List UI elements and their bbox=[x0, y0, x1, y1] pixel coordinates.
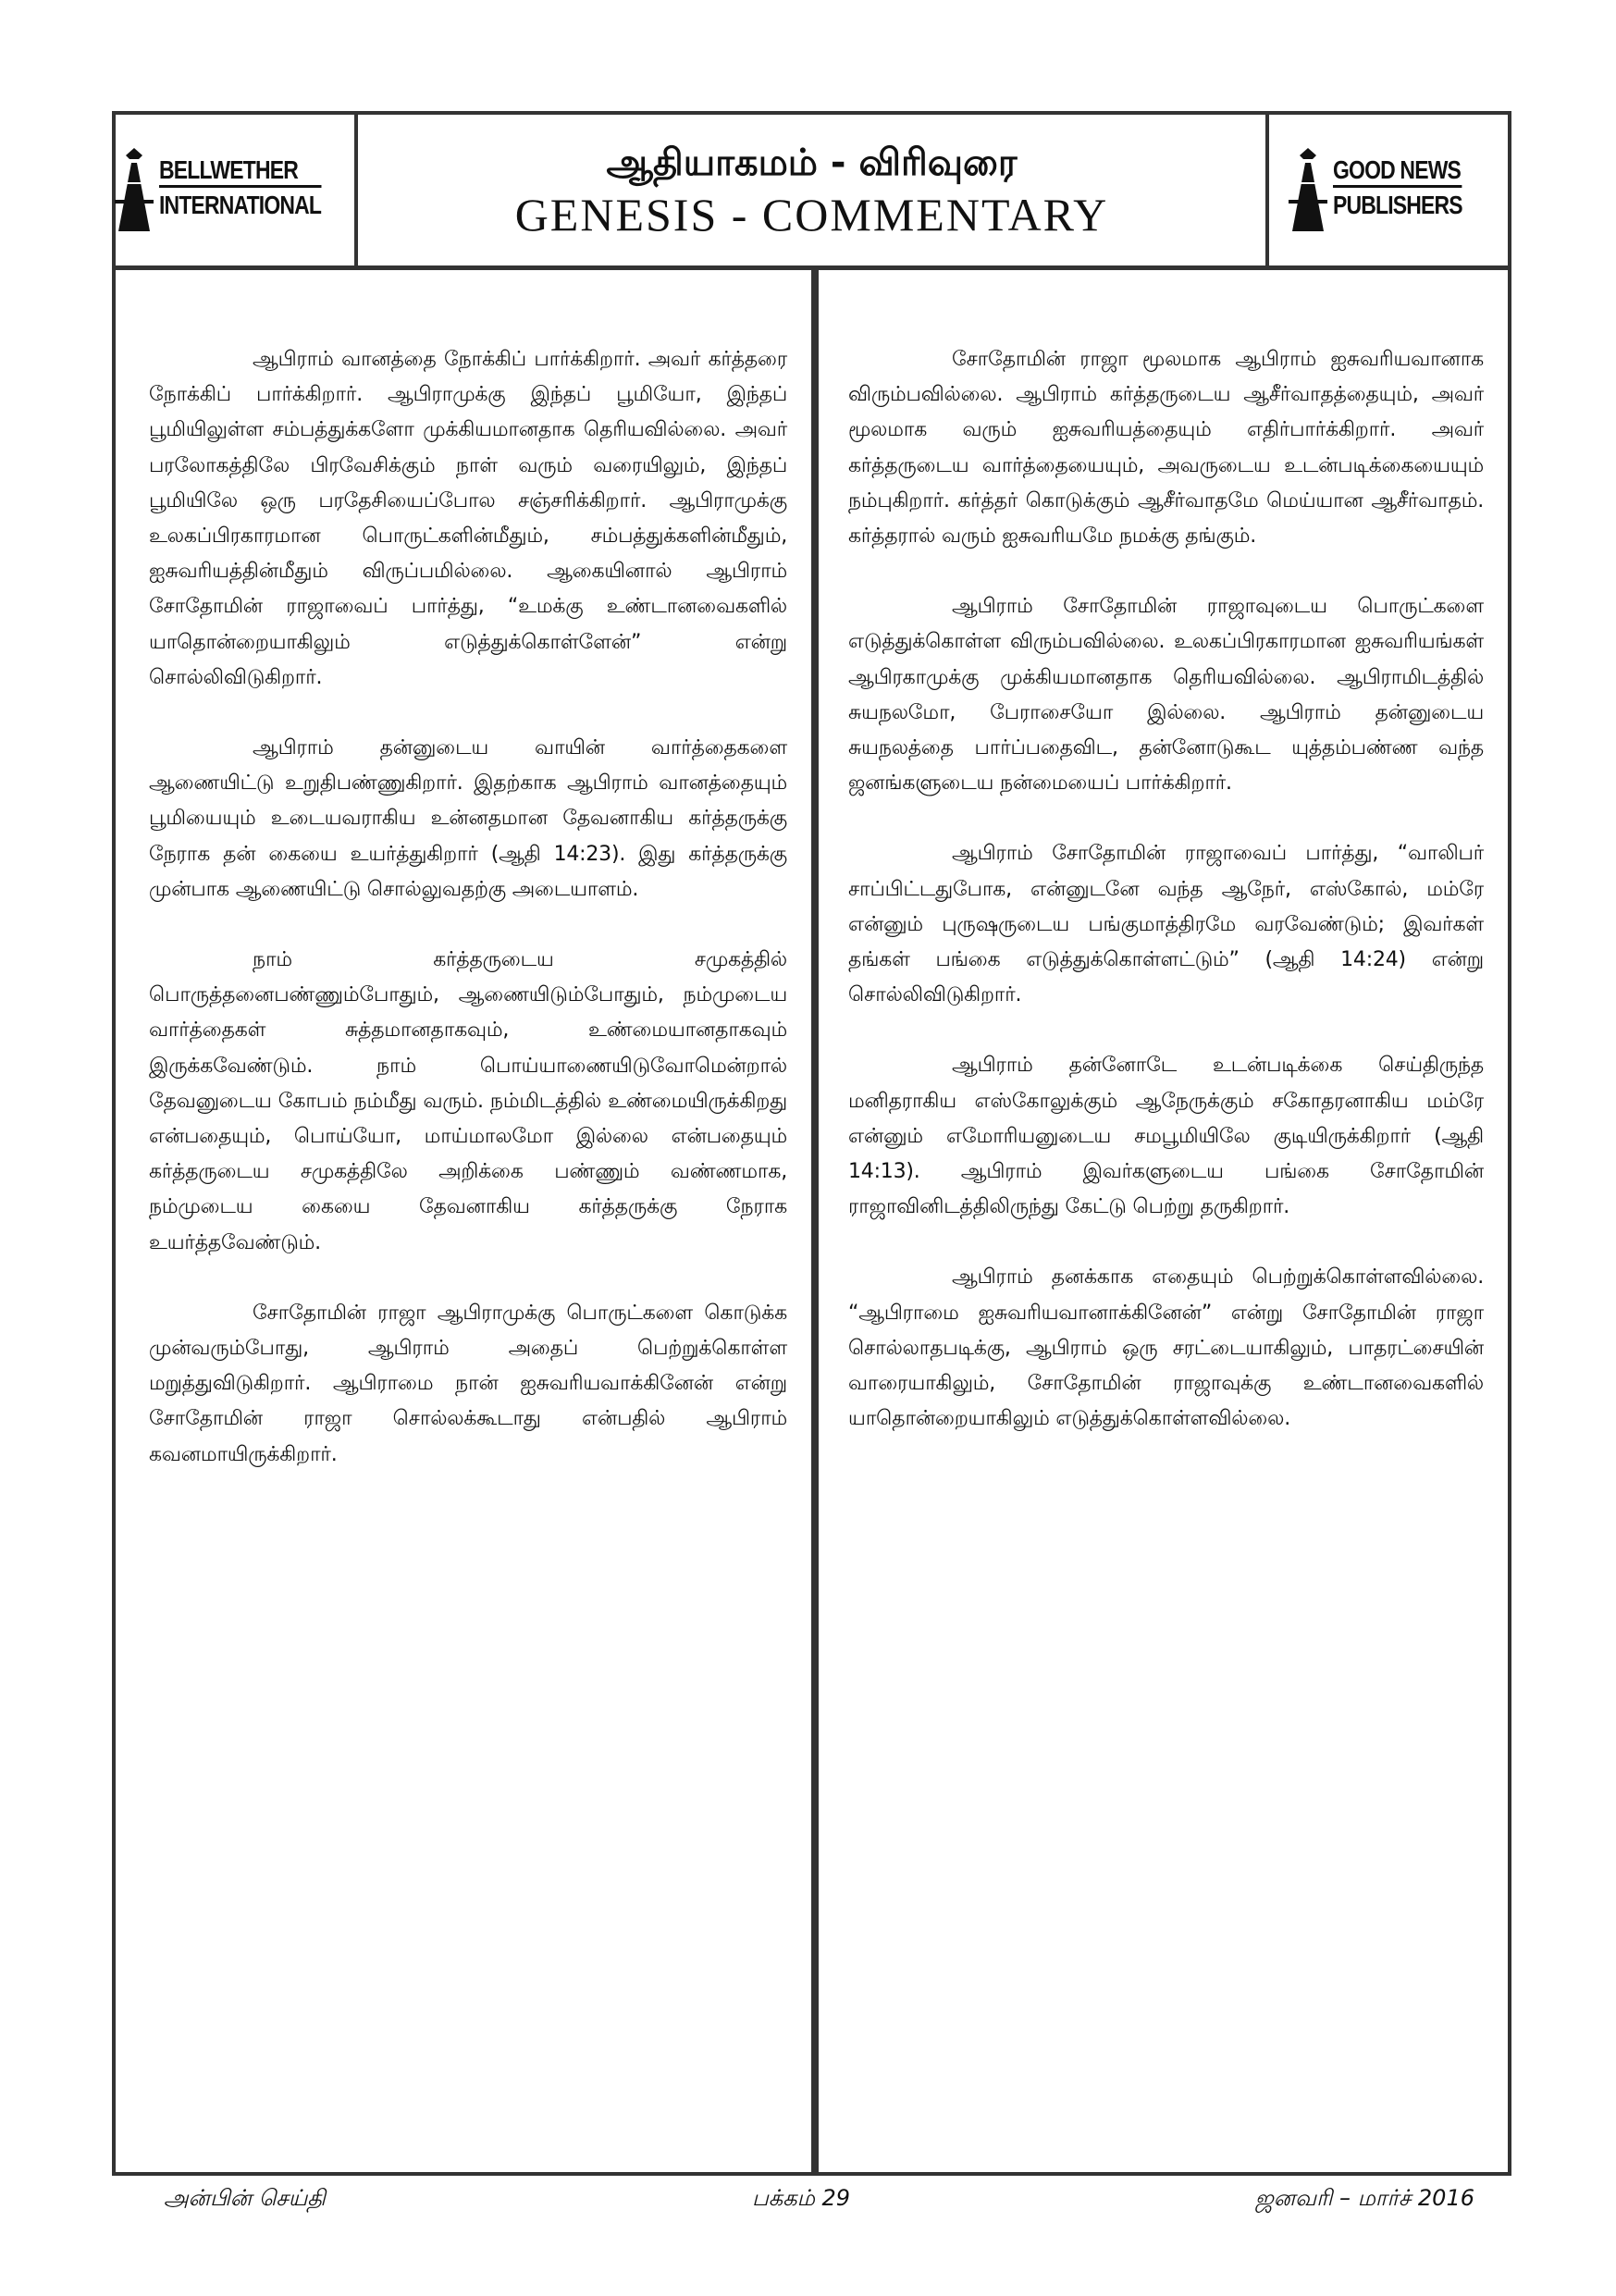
header bbox=[116, 115, 1508, 270]
paragraph: நாம் கர்த்தருடைய சமுகத்தில் பொருத்தனைபண்ணும்போதும், ஆணையிடும்போதும், நம்முடைய வார்த்தைகள் சுத்தமானதாகவும், உண்மையானதாகவும் இருக்கவேண்டும். நாம் பொய்யாணையிடுவோமென்றால் தேவனுடைய கோபம் நம்மீது வரும். நம்மிடத்தில் உண்மையிருக்கிறது என்பதையும், பொய்யோ, மாய்மாலமோ இல்லை என்பதையும் கர்த்தருடைய சமுகத்திலே அறிக்கை பண்ணும் வண்ணமாக, நம்முடைய கையை தேவனாகிய கர்த்தருக்கு நேராக உயர்த்தவேண்டும். bbox=[149, 948, 787, 1254]
bellwether-logo-icon bbox=[113, 146, 155, 235]
bellwether-logo bbox=[116, 115, 358, 265]
footer-page-number: பக்கம் 29 bbox=[752, 2185, 851, 2211]
bellwether-logo-line1: BELLWETHER bbox=[159, 156, 321, 188]
page-frame bbox=[112, 111, 1511, 2176]
title-tamil: ஆதியாகமம் - விரிவுரை bbox=[606, 141, 1018, 184]
good-news-logo-line2: PUBLISHERS bbox=[1332, 191, 1462, 219]
good-news-logo-line1: GOOD NEWS bbox=[1333, 156, 1462, 188]
paragraph: சோதோமின் ராஜா ஆபிராமுக்கு பொருட்களை கொடுக்க முன்வரும்போது, ஆபிராம் அதைப் பெற்றுக்கொள்ள மறுத்துவிடுகிறார். ஆபிராமை நான் ஐசுவரியவாக்கினேன் என்று சோதோமின் ராஜா சொல்லக்கூடாது என்பதில் ஆபிராம் கவனமாயிருக்கிறார். bbox=[149, 1301, 787, 1466]
paragraph: ஆபிராம் சோதோமின் ராஜாவுடைய பொருட்களை எடுத்துக்கொள்ள விரும்பவில்லை. உலகப்பிரகாரமான ஐசுவரியங்கள் ஆபிரகாமுக்கு முக்கியமானதாக தெரியவில்லை. ஆபிராமிடத்தில் சுயநலமோ, பேராசையோ இல்லை. ஆபிராம் தன்னுடைய சுயநலத்தை பார்ப்பதைவிட, தன்னோடுகூட யுத்தம்பண்ண வந்த ஜனங்களுடைய நன்மையைப் பார்க்கிறார். bbox=[848, 595, 1484, 796]
paragraph: ஆபிராம் வானத்தை நோக்கிப் பார்க்கிறார். அவர் கர்த்தரை நோக்கிப் பார்க்கிறார். ஆபிராமுக்கு இந்தப் பூமியோ, இந்தப் பூமியிலுள்ள சம்பத்துக்களோ முக்கியமானதாக தெரியவில்லை. அவர் பரலோகத்திலே பிரவேசிக்கும் நாள் வரும் வரையிலும், இந்தப் பூமியிலே ஒரு பரதேசியைப்போல சஞ்சரிக்கிறார். ஆபிராமுக்கு உலகப்பிரகாரமான பொருட்களின்மீதும், சம்பத்துக்களின்மீதும், ஐசுவரியத்தின்மீதும் விருப்பமில்லை. ஆகையினால் ஆபிராம் சோதோமின் ராஜாவைப் பார்த்து, “உமக்கு உண்டானவைகளில் யாதொன்றையாகிலும் எடுத்துக்கொள்ளேன்” என்று சொல்லிவிடுகிறார். bbox=[149, 348, 787, 689]
title-english: GENESIS - COMMENTARY bbox=[514, 188, 1109, 241]
paragraph: ஆபிராம் தன்னோடே உடன்படிக்கை செய்திருந்த மனிதராகிய எஸ்கோலுக்கும் ஆநேருக்கும் சகோதரனாகிய மம்ரே என்னும் எமோரியனுடைய சமபூமியிலே குடியிருக்கிறார் (ஆதி 14:13). ஆபிராம் இவர்களுடைய பங்கை சோதோமின் ராஜாவினிடத்திலிருந்து கேட்டு பெற்று தருகிறார். bbox=[848, 1054, 1484, 1219]
right-column bbox=[816, 270, 1508, 2172]
paragraph: ஆபிராம் சோதோமின் ராஜாவைப் பார்த்து, “வாலிபர் சாப்பிட்டதுபோக, என்னுடனே வந்த ஆநேர், எஸ்கோல், மம்ரே என்னும் புருஷருடைய பங்குமாத்திரமே வரவேண்டும்; இவர்கள் தங்கள் பங்கை எடுத்துக்கொள்ளட்டும்” (ஆதி 14:24) என்று சொல்லிவிடுகிறார். bbox=[848, 842, 1484, 1007]
paragraph: ஆபிராம் தனக்காக எதையும் பெற்றுக்கொள்ளவில்லை. “ஆபிராமை ஐசுவரியவானாக்கினேன்” என்று சோதோமின் ராஜா சொல்லாதபடிக்கு, ஆபிராம் ஒரு சரட்டையாகிலும், பாதரட்சையின் வாரையாகிலும், சோதோமின் ராஜாவுக்கு உண்டானவைகளில் யாதொன்றையாகிலும் எடுத்துக்கொள்ளவில்லை. bbox=[848, 1265, 1484, 1431]
paragraph: சோதோமின் ராஜா மூலமாக ஆபிராம் ஐசுவரியவானாக விரும்பவில்லை. ஆபிராம் கர்த்தருடைய ஆசீர்வாதத்தையும், அவர் மூலமாக வரும் ஐசுவரியத்தையும் எதிர்பார்க்கிறார். அவர் கர்த்தருடைய வார்த்தையையும், அவருடைய உடன்படிக்கையையும் நம்புகிறார். கர்த்தர் கொடுக்கும் ஆசீர்வாதமே மெய்யான ஆசீர்வாதம். கர்த்தரால் வரும் ஐசுவரியமே நமக்கு தங்கும். bbox=[848, 348, 1484, 549]
left-column bbox=[116, 270, 816, 2172]
bellwether-logo-line2: INTERNATIONAL bbox=[159, 191, 322, 219]
footer-issue-date: ஜனவரி – மார்ச் 2016 bbox=[1254, 2185, 1474, 2211]
page-title bbox=[358, 115, 1265, 265]
footer-publication: அன்பின் செய்தி bbox=[164, 2185, 326, 2211]
good-news-logo-icon bbox=[1287, 146, 1329, 235]
good-news-logo bbox=[1265, 115, 1508, 265]
page-footer bbox=[112, 2185, 1511, 2222]
paragraph: ஆபிராம் தன்னுடைய வாயின் வார்த்தைகளை ஆணையிட்டு உறுதிபண்ணுகிறார். இதற்காக ஆபிராம் வானத்தையும் பூமியையும் உடையவராகிய உன்னதமான தேவனாகிய கர்த்தருக்கு நேராக தன் கையை உயர்த்துகிறார் (ஆதி 14:23). இது கர்த்தருக்கு முன்பாக ஆணையிட்டு சொல்லுவதற்கு அடையாளம். bbox=[149, 736, 787, 901]
